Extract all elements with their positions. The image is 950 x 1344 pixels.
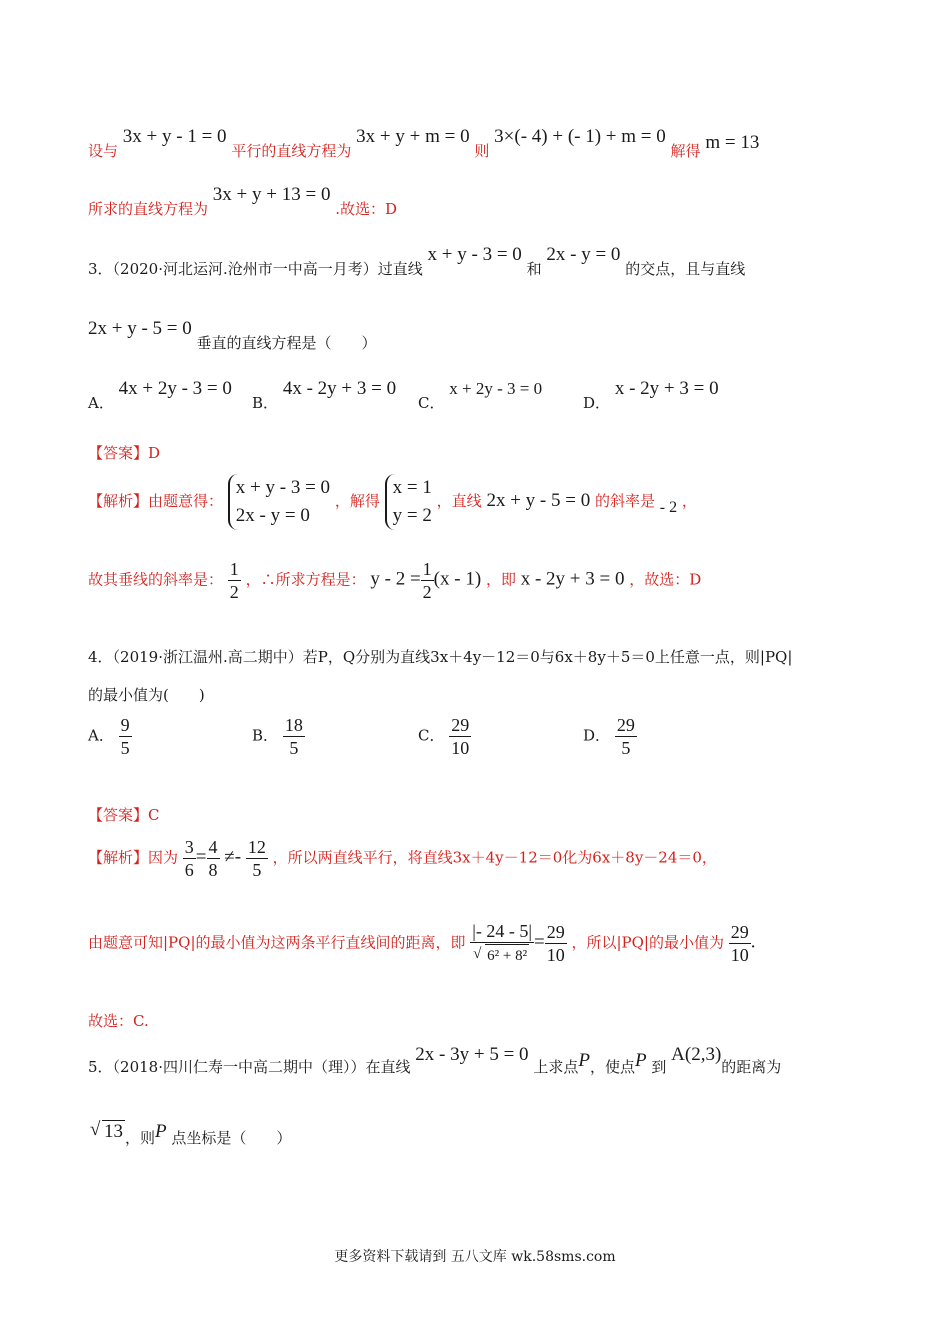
question-4-stem: 4．（2019·浙江温州.高二期中）若P，Q分别为直线3x＋4y－12＝0与6x＋8y＋5＝0上任意一点，则|PQ|	[88, 648, 793, 666]
denominator: 5	[621, 738, 631, 758]
solution-system	[385, 474, 432, 530]
text: 故其垂线的斜率是：	[88, 570, 224, 589]
question-3-stem-2	[88, 318, 377, 352]
text: 平行的直线方程为	[231, 142, 352, 160]
denominator: 10	[730, 945, 749, 965]
system-line: x = 1	[392, 477, 432, 498]
numerator: 9	[120, 715, 130, 735]
text: 的距离为	[721, 1058, 782, 1076]
question-4-option-c[interactable]	[418, 714, 471, 759]
equation: x + y - 3 = 0	[427, 244, 522, 265]
fraction	[207, 836, 220, 881]
question-3-solution-1	[88, 474, 697, 530]
option-label: A．	[88, 726, 114, 745]
question-3-option-a[interactable]	[88, 378, 232, 412]
option-label: B．	[252, 394, 279, 412]
question-4-option-d[interactable]	[583, 714, 637, 759]
equation: 2x + y - 5 = 0	[88, 318, 192, 339]
option-equation: 4x + 2y - 3 = 0	[118, 378, 232, 399]
text: 的斜率是	[594, 492, 655, 510]
equation: 2x + y - 5 = 0	[486, 490, 591, 511]
equation: 3x + y - 1 = 0	[122, 126, 227, 147]
solution-line-1	[88, 126, 760, 160]
text: 则	[474, 142, 490, 160]
option-equation: x + 2y - 3 = 0	[449, 379, 543, 398]
numerator: 1	[229, 559, 239, 579]
question-4-option-b[interactable]	[252, 714, 305, 759]
denominator: 5	[120, 738, 130, 758]
question-5-stem	[88, 1044, 782, 1076]
text: 所求的直线方程为	[88, 200, 209, 218]
option-fraction	[119, 714, 132, 759]
denominator: 10	[546, 945, 565, 965]
numerator: 18	[284, 715, 303, 735]
text: 的交点，且与直线	[625, 260, 746, 278]
text: ，所以两直线平行，将直线3x＋4y－12＝0化为6x＋8y－24＝0，	[272, 848, 717, 867]
text: 5．（2018·四川仁寿一中高二期中（理））在直线	[88, 1058, 411, 1076]
denominator: 10	[451, 738, 470, 758]
text: ，∴所求方程是：	[245, 570, 366, 589]
text: ，	[681, 492, 697, 510]
denominator: 8	[208, 860, 218, 880]
text: ，所以|PQ|的最小值为	[571, 933, 724, 952]
text: ，直线	[436, 492, 482, 510]
option-fraction	[283, 714, 305, 759]
fraction	[729, 921, 751, 966]
text: 和	[526, 260, 542, 278]
equation: 2x - y = 0	[546, 244, 621, 265]
question-3-answer: 【答案】D	[88, 444, 161, 462]
period: .	[750, 931, 756, 953]
option-label: C．	[418, 726, 445, 745]
question-4-solution-3: 故选：C.	[88, 1012, 149, 1030]
option-label: B．	[252, 726, 279, 745]
denominator: 2	[229, 582, 239, 602]
fraction	[183, 836, 196, 881]
equation: y - 2 =	[370, 568, 421, 590]
solution-line-2	[88, 184, 398, 218]
denominator: 5	[289, 738, 299, 758]
equation-system	[228, 474, 330, 530]
text: ，即	[485, 570, 516, 589]
fraction	[545, 921, 567, 966]
question-4-stem-2: 的最小值为( )	[88, 686, 205, 704]
numerator: 29	[451, 715, 470, 735]
option-label: D．	[583, 394, 611, 412]
text: ，解得	[334, 492, 380, 510]
text: .故选：D	[335, 200, 398, 218]
text: ，使点	[589, 1058, 635, 1076]
point-label: P	[634, 1050, 647, 1071]
text: 【解析】因为	[88, 848, 179, 867]
text: 解得	[670, 142, 701, 160]
equation: x - 2y + 3 = 0	[520, 568, 625, 590]
text: 垂直的直线方程是（ ）	[196, 334, 377, 352]
option-equation: x - 2y + 3 = 0	[614, 378, 719, 399]
question-4-solution-1	[88, 836, 717, 881]
slope-value: - 2	[659, 499, 678, 516]
numerator: |- 24 - 5|	[472, 921, 532, 941]
question-5-stem-2	[88, 1120, 292, 1147]
option-fraction	[615, 714, 637, 759]
text: 3．（2020·河北运河.沧州市一中高一月考）过直线	[88, 260, 423, 278]
question-3-solution-2	[88, 558, 701, 603]
text: 点坐标是（ ）	[171, 1129, 292, 1147]
numerator: 3	[184, 837, 194, 857]
numerator: 12	[247, 837, 266, 857]
point-label: P	[578, 1050, 590, 1071]
equation: 3x + y + 13 = 0	[212, 184, 331, 205]
text: 上求点	[533, 1058, 579, 1076]
question-3-option-c[interactable]	[418, 378, 543, 412]
text: 【解析】由题意得：	[88, 492, 224, 510]
option-equation: 4x - 2y + 3 = 0	[282, 378, 397, 399]
denominator: 2	[422, 582, 432, 602]
text: ，则	[125, 1129, 156, 1147]
option-label: A．	[88, 394, 114, 412]
option-fraction	[449, 714, 471, 759]
text: 设与	[88, 142, 119, 160]
equation: 3x + y + m = 0	[356, 126, 470, 147]
question-4-option-a[interactable]	[88, 714, 132, 759]
question-4-solution-2	[88, 920, 756, 967]
question-3-stem	[88, 244, 746, 278]
equation: (x - 1)	[433, 568, 482, 590]
text: 到	[651, 1058, 667, 1076]
numerator: 29	[546, 922, 565, 942]
text: ，故选：D	[629, 570, 702, 589]
equation: 3×(- 4) + (- 1) + m = 0	[494, 126, 666, 147]
question-3-option-d[interactable]	[583, 378, 719, 412]
equals-sign: =	[533, 931, 545, 953]
option-label: D．	[583, 726, 611, 745]
equals-sign: =	[195, 846, 207, 868]
system-line: 2x - y = 0	[235, 505, 310, 526]
question-4-answer: 【答案】C	[88, 806, 160, 824]
system-line: x + y - 3 = 0	[235, 477, 331, 498]
system-line: y = 2	[392, 505, 432, 526]
fraction	[228, 558, 241, 603]
numerator: 1	[422, 559, 432, 579]
fraction	[246, 836, 268, 881]
numerator: 29	[616, 715, 635, 735]
distance-fraction	[470, 920, 534, 967]
denominator: 6	[184, 860, 194, 880]
text: 由题意可知|PQ|的最小值为这两条平行直线间的距离，即	[88, 933, 466, 952]
question-3-option-b[interactable]	[252, 378, 397, 412]
sqrt: √ 6² + 8²	[485, 944, 529, 967]
equation: m = 13	[705, 132, 760, 153]
sqrt: √ 13	[102, 1120, 125, 1143]
footer: 更多资料下载请到 五八文库 wk.58sms.com	[334, 1249, 616, 1265]
numerator: 29	[730, 922, 749, 942]
denominator: 5	[252, 860, 262, 880]
fraction	[421, 558, 434, 603]
point-label: P	[155, 1121, 167, 1142]
numerator: 4	[208, 837, 218, 857]
equation: 2x - 3y + 5 = 0	[415, 1044, 529, 1065]
not-equal-sign: ≠-	[224, 846, 242, 868]
point-a: A(2,3)	[671, 1044, 722, 1065]
denominator	[470, 943, 534, 967]
option-label: C．	[418, 394, 445, 412]
